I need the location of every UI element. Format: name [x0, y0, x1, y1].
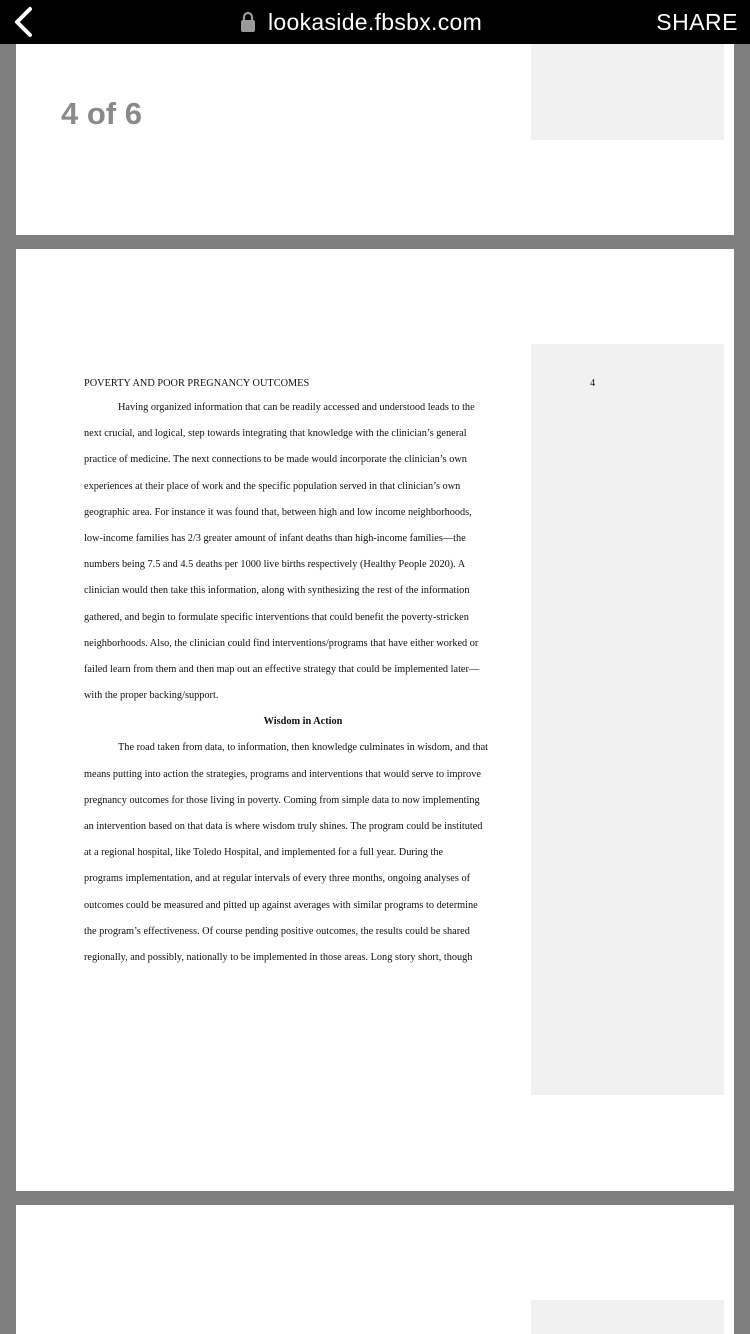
page-side-panel: [531, 1300, 724, 1334]
page-side-panel: [531, 44, 724, 140]
text-line: failed learn from them and then map out an effective strategy that could be implemented later—: [84, 663, 480, 675]
text-line: geographic area. For instance it was found that, between high and low income neighborhoods,: [84, 506, 472, 518]
page-side-panel: [531, 344, 724, 1095]
text-line: means putting into action the strategies, programs and interventions that would serve to improve: [84, 768, 481, 780]
text-line: at a regional hospital, like Toledo Hospital, and implemented for a full year. During the: [84, 847, 444, 859]
address-bar[interactable]: [240, 6, 482, 38]
text-line: low-income families has 2/3 greater amount of infant deaths than high-income families—the: [84, 532, 466, 544]
text-line: neighborhoods. Also, the clinician could find interventions/programs that have either worked or: [84, 637, 479, 649]
back-button[interactable]: [6, 4, 46, 40]
text-line: an intervention based on that data is where wisdom truly shines. The program could be instituted: [84, 821, 483, 832]
paragraph-1: [84, 395, 522, 709]
page-counter: 4 of 6: [61, 96, 142, 131]
text-line: The road taken from data, to information, then knowledge culminates in wisdom, and that: [118, 742, 489, 754]
document-page-previous: [16, 44, 734, 235]
chevron-left-icon: [6, 4, 46, 40]
text-line: pregnancy outcomes for those living in poverty. Coming from simple data to now implementing: [84, 794, 480, 806]
text-line: regionally, and possibly, nationally to be implemented in those areas. Long story short, though: [84, 951, 473, 963]
running-head-title: POVERTY AND POOR PREGNANCY OUTCOMES: [84, 378, 310, 389]
document-page-current: [16, 249, 734, 1191]
text-line: practice of medicine. The next connections to be made would incorporate the clinician’s own: [84, 454, 467, 466]
running-head: [84, 369, 596, 395]
text-line: clinician would then take this information, along with synthesizing the rest of the information: [84, 585, 470, 597]
text-line: Having organized information that can be readily accessed and understood leads to the: [118, 402, 475, 413]
text-line: experiences at their place of work and the specific population served in that clinician’s own: [84, 480, 461, 492]
text-line: numbers being 7.5 and 4.5 deaths per 1000 live births respectively (Healthy People 2020). A: [84, 559, 466, 571]
text-line: gathered, and begin to formulate specific interventions that could benefit the poverty-stricken: [84, 611, 469, 623]
text-line: outcomes could be measured and pitted up against averages with similar programs to determine: [84, 899, 478, 911]
text-line: with the proper backing/support.: [84, 690, 219, 702]
section-heading: Wisdom in Action: [263, 716, 343, 728]
text-line: the program’s effectiveness. Of course pending positive outcomes, the results could be shared: [84, 925, 470, 937]
paragraph-2: [84, 735, 522, 971]
lock-icon: [240, 11, 256, 33]
text-line: next crucial, and logical, step towards integrating that knowledge with the clinician’s general: [84, 428, 467, 440]
share-button[interactable]: SHARE: [656, 9, 738, 35]
text-line: programs implementation, and at regular intervals of every three months, ongoing analyses of: [84, 873, 471, 885]
browser-top-bar: [0, 0, 750, 44]
url-text: lookaside.fbsbx.com: [268, 8, 483, 35]
page-number: 4: [590, 378, 596, 389]
document-page-next: [16, 1205, 734, 1334]
document-body: [84, 369, 596, 971]
